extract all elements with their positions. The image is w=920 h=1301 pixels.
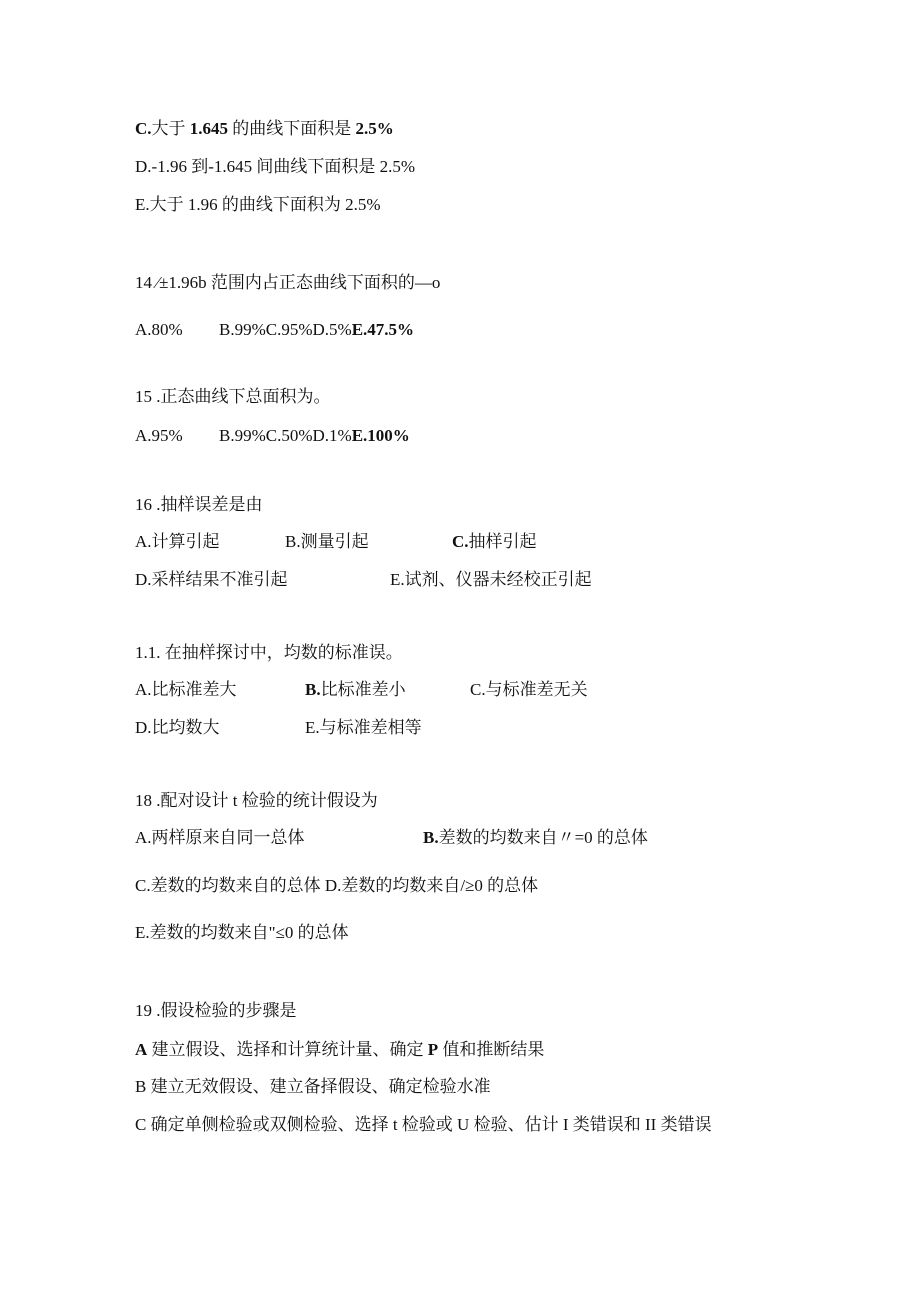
option-b: [305, 679, 406, 701]
question-17-stem: 1.1. 在抽样探讨中，均数的标准误。: [135, 643, 403, 662]
option-d: D.比均数大: [135, 718, 220, 737]
option-d: D.采样结果不准引起: [135, 570, 288, 589]
question-19-stem: 19 .假设检验的步骤是: [135, 1001, 297, 1020]
option-e-answer: E.47.5%: [351, 320, 415, 339]
question-16-stem: 16 .抽样误差是由: [135, 495, 263, 514]
option-a: A.比标准差大: [135, 680, 237, 699]
option-e: E.与标准差相等: [305, 718, 422, 737]
option-text: 建立假设、选择和计算统计量、确定: [147, 1040, 428, 1059]
question-18-stem: 18 .配对设计 t 检验的统计假设为: [135, 791, 378, 810]
option-e-answer: E.100%: [351, 426, 410, 445]
option-b: [423, 827, 648, 849]
option-a: A.计算引起: [135, 532, 220, 551]
options-bcd: [219, 319, 414, 341]
option-c: C.与标准差无关: [470, 680, 588, 699]
option-text: 比标准差小: [320, 680, 406, 699]
option-c: [452, 531, 537, 553]
option-text: 抽样引起: [468, 532, 537, 551]
question-15-stem: 15 .正态曲线下总面积为。: [135, 387, 331, 406]
option-text: B.99%C.50%D.1%: [219, 426, 352, 445]
question-18-options-row2: C.差数的均数来自的总体 D.差数的均数来自/≥0 的总体: [135, 876, 539, 895]
option-p: P: [427, 1040, 439, 1059]
option-text: 值和推断结果: [438, 1040, 545, 1059]
option-c-q13: [135, 118, 394, 140]
question-19-option-c: C 确定单侧检验或双侧检验、选择 t 检验或 U 检验、估计 I 类错误和 II 类错误: [135, 1115, 712, 1134]
option-letter: A: [135, 1040, 148, 1059]
option-e: E.试剂、仪器未经校正引起: [390, 570, 592, 589]
option-text: 差数的均数来自〃=0 的总体: [438, 828, 648, 847]
option-e-q13: E.大于 1.96 的曲线下面积为 2.5%: [135, 195, 381, 214]
option-text: 的曲线下面积是: [228, 119, 356, 138]
option-letter: C.: [135, 119, 152, 138]
option-letter: B.: [305, 680, 321, 699]
option-text: B.99%C.95%D.5%: [219, 320, 352, 339]
option-b: B.测量引起: [285, 532, 369, 551]
option-letter: B.: [423, 828, 439, 847]
option-d-q13: D.-1.96 到-1.645 间曲线下面积是 2.5%: [135, 157, 416, 176]
option-a: A.两样原来自同一总体: [135, 828, 305, 847]
option-a: A.80%: [135, 320, 183, 339]
option-text: 大于: [151, 119, 190, 138]
options-bcd: [219, 425, 410, 447]
option-percent: 2.5%: [355, 119, 394, 138]
option-a: A.95%: [135, 426, 183, 445]
question-19-option-b: B 建立无效假设、建立备择假设、确定检验水准: [135, 1077, 491, 1096]
question-19-option-a: [135, 1039, 544, 1061]
option-number: 1.645: [189, 119, 229, 138]
option-letter: C.: [452, 532, 469, 551]
question-18-option-e: E.差数的均数来自"≤0 的总体: [135, 923, 349, 942]
question-14-stem: 14 ⁄±1.96b 范围内占正态曲线下面积的—o: [135, 273, 441, 292]
